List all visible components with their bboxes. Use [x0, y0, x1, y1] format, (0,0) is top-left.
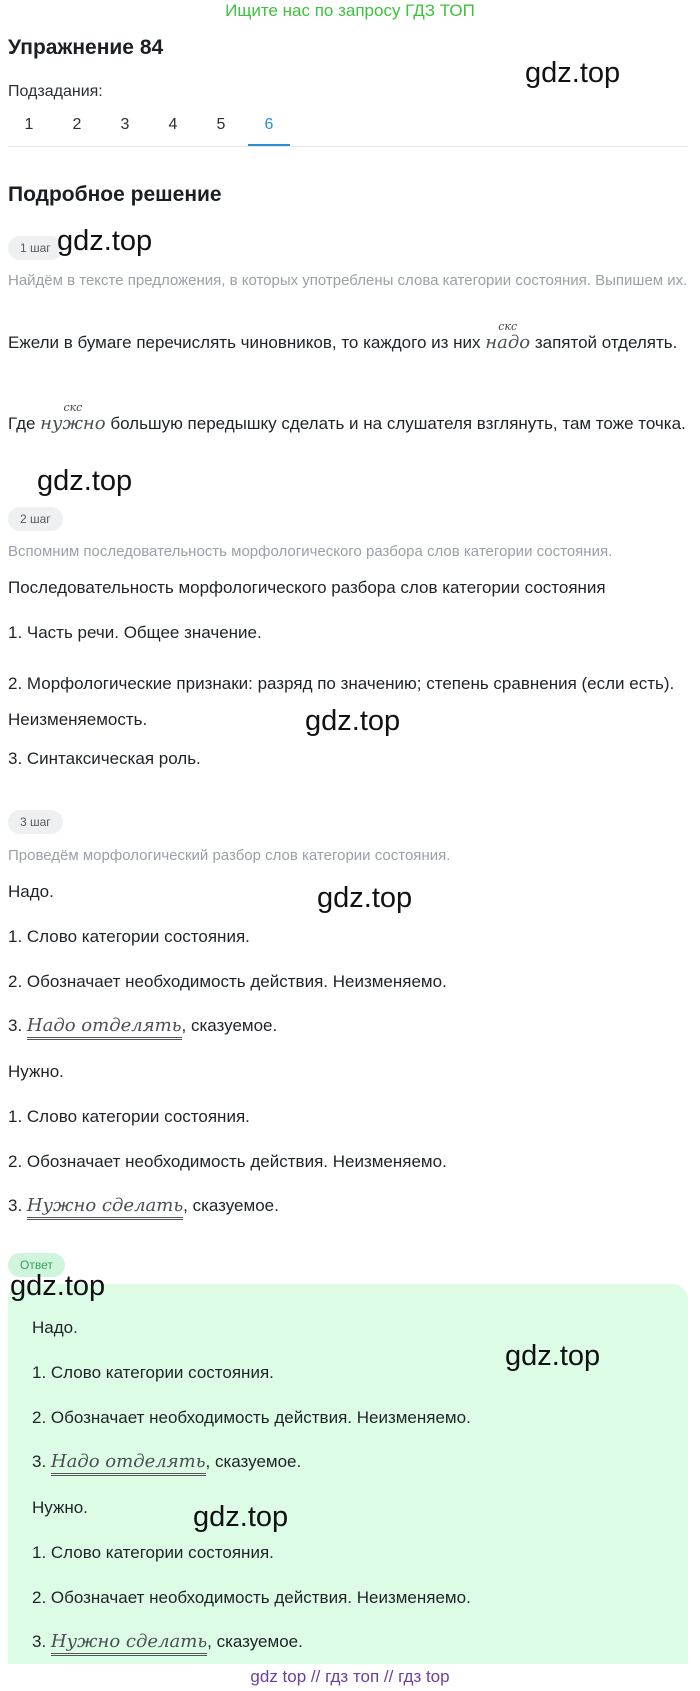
watermark: gdz.top [37, 465, 133, 497]
predicate-underline: Надо отделять [27, 1015, 182, 1040]
step-hint: Проведём морфологический разбор слов категории состояния. [8, 847, 451, 864]
list-item: 3. Синтаксическая роль. [8, 749, 201, 768]
list-item: 3. Нужно сделать, сказуемое. [8, 1194, 688, 1218]
tab-2[interactable]: 2 [72, 116, 82, 133]
annotated-word: скс надо [485, 320, 531, 353]
watermark: gdz.top [57, 225, 153, 257]
predicate-underline: Надо отделять [51, 1451, 206, 1476]
page-title: Упражнение 84 [8, 36, 164, 59]
watermark: gdz.top [305, 705, 401, 737]
list-item: 1. Слово категории состояния. [8, 1107, 250, 1126]
step-badge: 3 шаг [8, 810, 63, 834]
predicate-underline: Нужно сделать [27, 1195, 183, 1220]
list-item: 1. Слово категории состояния. [32, 1543, 274, 1562]
tab-4[interactable]: 4 [168, 116, 178, 133]
annotated-word: скс нужно [40, 401, 106, 434]
list-item: 2. Обозначает необходимость действия. Неизменяемо. [32, 1588, 471, 1607]
sentence-2: Где скс нужно большую передышку сделать и на слушателя взглянуть, там тоже точка. [8, 406, 688, 442]
answer-badge: Ответ [8, 1253, 65, 1277]
predicate-underline: Нужно сделать [51, 1631, 207, 1656]
watermark: gdz.top [505, 1340, 601, 1372]
list-item: 3. Нужно сделать, сказуемое. [32, 1630, 682, 1654]
subtasks-label: Подзадания: [8, 83, 103, 100]
watermark: gdz.top [525, 57, 621, 89]
watermark: gdz.top [317, 882, 413, 914]
list-item: 3. Надо отделять, сказуемое. [32, 1450, 682, 1474]
search-banner: Ищите нас по запросу ГДЗ ТОП [225, 1, 475, 20]
list-item: 1. Слово категории состояния. [8, 927, 250, 946]
word-title: Надо. [32, 1318, 78, 1337]
list-item: 2. Обозначает необходимость действия. Неизменяемо. [32, 1408, 471, 1427]
word-title: Надо. [8, 882, 54, 901]
solution-title: Подробное решение [8, 183, 222, 206]
step-hint: Найдём в тексте предложения, в которых употреблены слова категории состояния. Выпишем их. [8, 272, 688, 289]
list-item: 2. Обозначает необходимость действия. Неизменяемо. [8, 1152, 447, 1171]
step-badge: 2 шаг [8, 507, 63, 531]
list-item: 1. Часть речи. Общее значение. [8, 623, 262, 642]
watermark: gdz.top [10, 1270, 106, 1302]
footer-links[interactable]: gdz top // гдз топ // гдз top [250, 1667, 450, 1686]
step-badge: 1 шаг [8, 236, 63, 260]
word-title: Нужно. [8, 1062, 64, 1081]
tab-3[interactable]: 3 [120, 116, 130, 133]
word-title: Нужно. [32, 1498, 88, 1517]
list-item: 1. Слово категории состояния. [32, 1363, 274, 1382]
step-hint: Вспомним последовательность морфологического разбора слов категории состояния. [8, 543, 613, 560]
sentence-1: Ежели в бумаге перечислять чиновников, то каждого из них скс надо запятой отделять. [8, 325, 688, 361]
tab-5[interactable]: 5 [216, 116, 226, 133]
watermark: gdz.top [193, 1501, 289, 1533]
list-item: 2. Обозначает необходимость действия. Неизменяемо. [8, 972, 447, 991]
list-item: 3. Надо отделять, сказуемое. [8, 1014, 688, 1038]
list-item: 2. Морфологические признаки: разряд по значению; степень сравнения (если есть). Неизменяемость. [8, 674, 675, 729]
tab-6[interactable]: 6 [248, 106, 290, 146]
subtask-tabs [8, 106, 688, 147]
step-heading: Последовательность морфологического разбора слов категории состояния [8, 578, 606, 597]
tab-1[interactable]: 1 [24, 116, 34, 133]
